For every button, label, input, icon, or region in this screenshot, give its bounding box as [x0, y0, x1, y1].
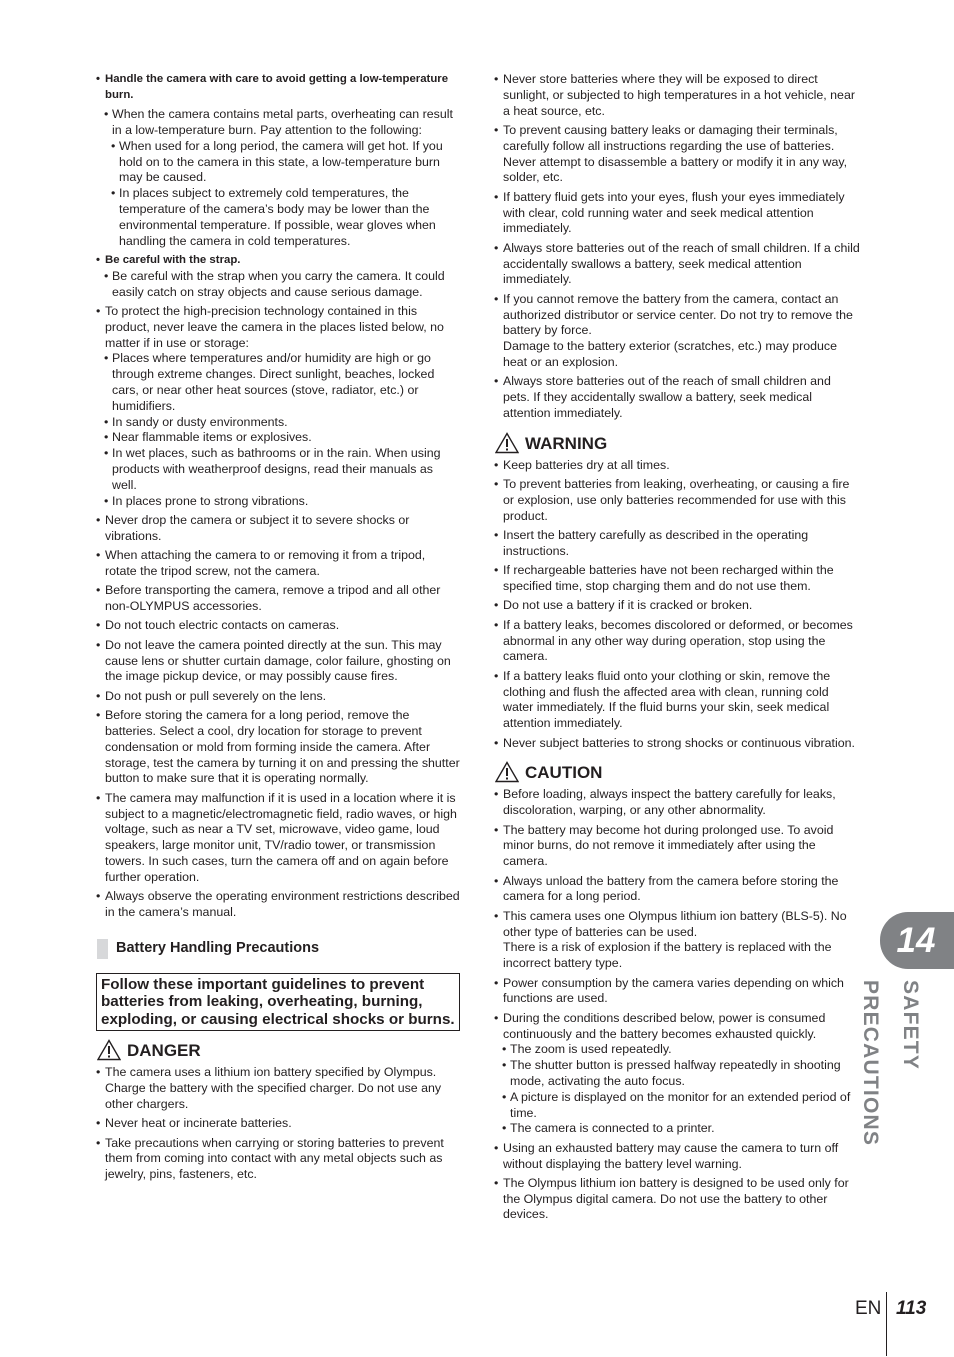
warning-triangle-icon	[97, 1039, 121, 1061]
page-number: 113	[896, 1298, 927, 1319]
list-item: • Always store batteries out of the reach of small children and pets. If they accidentally swallow a battery, seek medical attention immediately.	[494, 374, 860, 421]
list-item: • If battery fluid gets into your eyes, flush your eyes immediately with clear, cold running water and seek medical attention immediately.	[494, 190, 860, 237]
list-item: • If a battery leaks, becomes discolored or deformed, or becomes abnormal in any other way during operation, stop using the camera.	[494, 618, 860, 665]
warning-label: WARNING	[525, 433, 608, 453]
low-temp-burn-heading: • Handle the camera with care to avoid getting a low-temperature burn.	[96, 72, 460, 104]
list-item: • Take precautions when carrying or storing batteries to prevent them from coming into contact with any metal objects such as jewelry, pins, fasteners, etc.	[96, 1136, 460, 1183]
list-item: • Do not push or pull severely on the lens.	[96, 689, 460, 705]
list-item: • In places subject to extremely cold temperatures, the temperature of the camera’s body may be lower than the environmental temperature. If possible, wear gloves when handling the camera in cold temperatures.	[96, 186, 460, 249]
list-item: • Never drop the camera or subject it to severe shocks or vibrations.	[96, 513, 460, 545]
list-item: • To protect the high-precision technology contained in this product, never leave the camera in the places listed below, no matter if in use or storage:	[96, 304, 460, 351]
danger-label: DANGER	[127, 1041, 201, 1061]
list-item: • In sandy or dusty environments.	[96, 415, 460, 431]
list-item: • Insert the battery carefully as described in the operating instructions.	[494, 528, 860, 560]
chapter-title: SAFETY PRECAUTIONS	[859, 980, 922, 1147]
list-item: • Power consumption by the camera varies depending on which functions are used.	[494, 976, 860, 1008]
warning-triangle-icon	[495, 432, 519, 454]
list-item: • To prevent batteries from leaking, overheating, or causing a fire or explosion, use only batteries recommended for use with this product.	[494, 477, 860, 524]
right-column	[494, 72, 860, 1227]
list-item: • If a battery leaks fluid onto your clothing or skin, remove the clothing and flush the affected area with clean, running cold water immediately. If the fluid burns your skin, seek medical attention immediately.	[494, 669, 860, 732]
footer-divider	[886, 1292, 887, 1356]
list-item: • Near flammable items or explosives.	[96, 430, 460, 446]
list-item: • The Olympus lithium ion battery is designed to be used only for the Olympus digital camera. Do not use the battery to other devices.	[494, 1176, 860, 1223]
strap-heading: • Be careful with the strap.	[96, 253, 460, 269]
warning-triangle-icon	[495, 761, 519, 783]
section-marker	[97, 939, 108, 959]
list-item: • Using an exhausted battery may cause the camera to turn off without displaying the battery level warning.	[494, 1141, 860, 1173]
left-column	[96, 72, 460, 1187]
list-item: • Before storing the camera for a long period, remove the batteries. Select a cool, dry location for storage to prevent condensation or mold from forming inside the camera. After storage, test the camera by turning it on and pressing the shutter button to make sure that it is operating normally.	[96, 708, 460, 787]
list-item: • Before transporting the camera, remove a tripod and all other non-OLYMPUS accessories.	[96, 583, 460, 615]
list-item: • Do not use a battery if it is cracked or broken.	[494, 598, 860, 614]
list-item: • Always observe the operating environment restrictions described in the camera’s manual.	[96, 889, 460, 921]
list-item: • The battery may become hot during prolonged use. To avoid minor burns, do not remove it immediately after using the camera.	[494, 823, 860, 870]
bls-note: There is a risk of explosion if the battery is replaced with the incorrect battery type.	[503, 940, 832, 971]
caution-label: CAUTION	[525, 763, 603, 783]
list-item: • Do not touch electric contacts on cameras.	[96, 618, 460, 634]
list-item: • The shutter button is pressed halfway repeatedly in shooting mode, activating the auto focus.	[494, 1058, 860, 1090]
list-item: • The zoom is used repeatedly.	[494, 1042, 860, 1058]
list-item: • During the conditions described below, power is consumed continuously and the battery becomes exhausted quickly.	[494, 1011, 860, 1043]
list-item: • Keep batteries dry at all times.	[494, 458, 860, 474]
list-item	[494, 292, 860, 371]
list-item: • When the camera contains metal parts, overheating can result in a low-temperature burn. Pay attention to the following:	[96, 107, 460, 139]
list-item: • Never store batteries where they will be exposed to direct sunlight, or subjected to high temperatures in a hot vehicle, near a heat source, etc.	[494, 72, 860, 119]
list-item: • Never heat or incinerate batteries.	[96, 1116, 460, 1132]
list-item: • The camera may malfunction if it is used in a location where it is subject to a magnetic/electromagnetic field, radio waves, or high voltage, such as near a TV set, microwave, video game, loud speakers, large monitor unit, TV/radio tower, or transmission towers. In such cases, turn the camera off and on again before further operation.	[96, 791, 460, 886]
bls-text: This camera uses one Olympus lithium ion battery (BLS-5). No other type of batteries can be used.	[503, 908, 847, 939]
warning-heading	[495, 432, 860, 454]
list-item: • When attaching the camera to or removing it from a tripod, rotate the tripod screw, not the camera.	[96, 548, 460, 580]
section-heading	[97, 939, 460, 959]
list-item: • Always store batteries out of the reach of small children. If a child accidentally swallows a battery, seek medical attention immediately.	[494, 241, 860, 288]
chapter-number: 14	[896, 921, 936, 960]
remove-battery-note: Damage to the battery exterior (scratches, etc.) may produce heat or an explosion.	[503, 339, 838, 369]
list-item: • The camera uses a lithium ion battery specified by Olympus. Charge the battery with the specified charger. Do not use any other chargers.	[96, 1065, 460, 1112]
battery-notice-box: Follow these important guidelines to prevent batteries from leaking, overheating, burning, exploding, or causing electrical shocks or burns.	[96, 973, 460, 1032]
list-item: • Before loading, always inspect the battery carefully for leaks, discoloration, warping, or any other abnormality.	[494, 787, 860, 819]
list-item: • When used for a long period, the camera will get hot. If you hold on to the camera in this state, a low-temperature burn may be caused.	[96, 139, 460, 186]
list-item: • Be careful with the strap when you carry the camera. It could easily catch on stray objects and cause serious damage.	[96, 269, 460, 301]
danger-heading	[97, 1039, 460, 1061]
list-item: • Do not leave the camera pointed directly at the sun. This may cause lens or shutter curtain damage, color failure, ghosting on the image pickup device, or may possibly cause fires.	[96, 638, 460, 685]
list-item: • Places where temperatures and/or humidity are high or go through extreme changes. Direct sunlight, beaches, locked cars, or near other heat sources (stove, radiator, etc.) or humidifiers.	[96, 351, 460, 414]
list-item: • Never subject batteries to strong shocks or continuous vibration.	[494, 736, 860, 752]
section-title: Battery Handling Precautions	[116, 939, 320, 956]
remove-battery-text: If you cannot remove the battery from the camera, contact an authorized distributor or service center. Do not try to remove the battery by force.	[503, 291, 853, 338]
list-item: • Always unload the battery from the camera before storing the camera for a long period.	[494, 874, 860, 906]
caution-heading	[495, 761, 860, 783]
list-item	[494, 909, 860, 972]
list-item: • If rechargeable batteries have not been recharged within the specified time, stop charging them and do not use them.	[494, 563, 860, 595]
list-item: • In places prone to strong vibrations.	[96, 494, 460, 510]
language-label: EN	[855, 1298, 882, 1319]
list-item: • To prevent causing battery leaks or damaging their terminals, carefully follow all instructions regarding the use of batteries. Never attempt to disassemble a battery or modify it in any way, solder, etc.	[494, 123, 860, 186]
list-item: • In wet places, such as bathrooms or in the rain. When using products with weatherproof designs, read their manuals as well.	[96, 446, 460, 493]
list-item: • The camera is connected to a printer.	[494, 1121, 860, 1137]
list-item: • A picture is displayed on the monitor for an extended period of time.	[494, 1090, 860, 1122]
